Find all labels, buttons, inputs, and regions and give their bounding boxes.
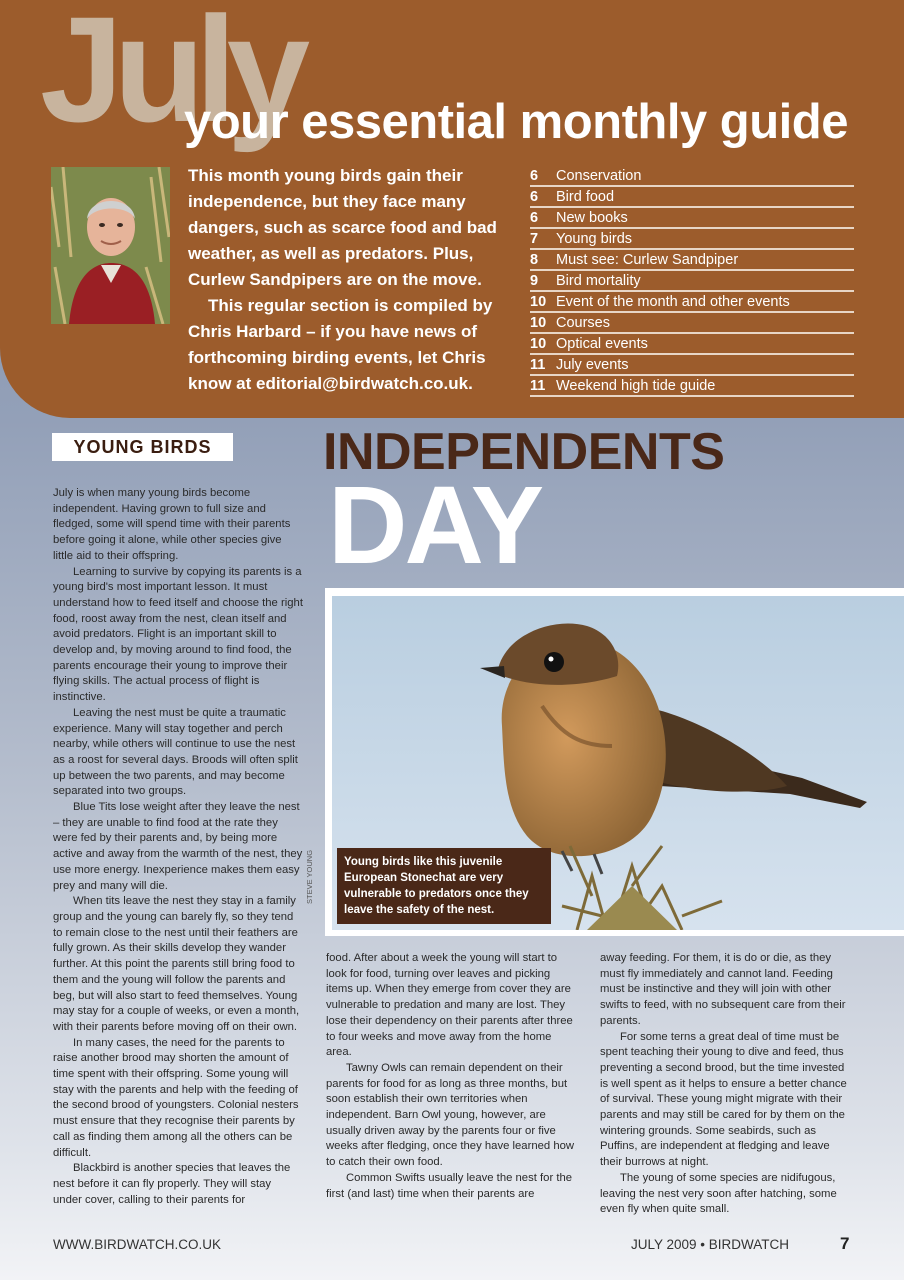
contents-page-number: 11 [530, 378, 546, 394]
contents-item [530, 313, 854, 334]
photo-caption: Young birds like this juvenile European Stonechat are very vulnerable to predators once they leave the safety of the nest. [337, 848, 551, 924]
photo-credit: STEVE YOUNG [305, 849, 314, 904]
month-title: July [40, 0, 301, 153]
contents-title: Weekend high tide guide [556, 378, 716, 394]
contents-item [530, 166, 854, 187]
compiler-portrait [51, 167, 170, 324]
section-tag: YOUNG BIRDS [52, 433, 233, 461]
intro-paragraph-1: This month young birds gain their independence, but they face many dangers, such as scarce food and bad weather, as well as predators. Plus, Curlew Sandpipers are on the move. [188, 166, 497, 289]
article-paragraph: Tawny Owls can remain dependent on their parents for food for as long as three months, but soon establish their own territories when independent. Barn Owl young, however, are usually driven away by the parents four or five weeks after fledging, once they have learned how to catch their own food. [326, 1061, 575, 1169]
contents-page-number: 10 [530, 294, 547, 310]
article-paragraph: Blackbird is another species that leaves the nest before it can fly properly. They will stay under cover, calling to their parents for [53, 1162, 291, 1206]
contents-page-number: 7 [530, 231, 539, 247]
headline-line-1: INDEPENDENTS [323, 423, 725, 481]
article-column-2 [326, 951, 578, 1219]
footer-issue: JULY 2009 • BIRDWATCH [631, 1237, 790, 1252]
contents-title: Young birds [556, 231, 633, 247]
contents-item [530, 250, 854, 271]
article-paragraph: In many cases, the need for the parents to raise another brood may shorten the amount of time spent with their offspring. Some young will stay with the parents and help with the feeding of the second brood of youngsters. Colonial nesters must ensure that they recognise their parents by call as finding them among all the others can be difficult. [53, 1036, 299, 1159]
contents-title: Must see: Curlew Sandpiper [556, 252, 739, 268]
contents-title: Courses [556, 315, 610, 331]
contents-item [530, 355, 854, 376]
article-paragraph: When tits leave the nest they stay in a family group and the young can barely fly, so they tend to remain close to the nest until their feathers are fully grown. As their skills develop they wander further. At this point the parents still bring food to them and the young will follow the parents and beg, but will also start to feed themselves. Young may stay for a couple of weeks, or even a month, with their parents before moving off on their own. [53, 895, 300, 1033]
footer-url[interactable]: WWW.BIRDWATCH.CO.UK [53, 1237, 221, 1252]
article-paragraph: Common Swifts usually leave the nest for the first (and last) time when their parents are [326, 1171, 573, 1200]
article-column-1 [53, 486, 303, 1218]
contents-page-number: 6 [530, 168, 539, 184]
intro-paragraph-2: This regular section is compiled by Chris Harbard – if you have news of forthcoming birding events, let Chris know at editorial@birdwatch.co.uk. [188, 296, 493, 393]
page-number: 7 [840, 1234, 850, 1253]
intro-text [188, 163, 518, 397]
portrait-image [51, 167, 170, 324]
article-column-3 [600, 951, 852, 1219]
contents-item [530, 376, 854, 397]
article-paragraph: Blue Tits lose weight after they leave the nest – they are unable to find food at the rate they were fed by their parents and, by being more active and away from the warmth of the nest, they use more energy. Inexperience makes them easy prey and many will die. [53, 801, 303, 892]
contents-page-number: 11 [530, 357, 546, 373]
contents-page-number: 10 [530, 315, 547, 331]
article-paragraph: food. After about a week the young will start to look for food, turning over leaves and picking items up. When they emerge from cover they are vulnerable to predation and many are lost. They lose their dependency on their parents after three to four weeks and move away from the home area. [326, 952, 573, 1059]
contents-item [530, 229, 854, 250]
contents-item [530, 292, 854, 313]
contents-page-number: 10 [530, 336, 547, 352]
article-paragraph: away feeding. For them, it is do or die, as they must fly immediately and cannot land. Feeding must be instinctive and they will join with other swifts to feed, with no subsequent care from their parents. [600, 952, 846, 1027]
contents-page-number: 8 [530, 252, 539, 268]
article-paragraph: Learning to survive by copying its parents is a young bird's most important lesson. It must understand how to feed itself and choose the right food, roost away from the nest, clean itself and avoid predators. Flight is an important skill to develop and, by moving around to find food, the parents encourage their young to improve their flying skills. The actual process of flight is instinctive. [53, 565, 303, 704]
header-banner [0, 0, 904, 418]
guide-subtitle: your essential monthly guide [184, 95, 848, 149]
article-paragraph: Leaving the nest must be quite a traumatic experience. Many will stay together and perch nearby, while others will continue to use the nest as a roost for several days. Broods will often split up between the two parents, and may become separated into two groups. [53, 706, 298, 798]
contents-title: Event of the month and other events [556, 294, 790, 310]
contents-title: Bird food [556, 189, 615, 205]
article-paragraph: For some terns a great deal of time must be spent teaching their young to dive and feed, thus preventing a second brood, but the time invested is well spent as it helps to ensure a better chance of survival. These young might migrate with their parents and may still be cared for by them on the wintering grounds. Some seabirds, such as Puffins, are independent at fledging and leave their burrows at night. [600, 1030, 847, 1169]
contents-page-number: 9 [530, 273, 539, 289]
contents-title: Optical events [556, 336, 648, 352]
article-paragraph: The young of some species are nidifugous, leaving the nest very soon after hatching, some even fly when quite small. [600, 1171, 837, 1216]
contents-list [530, 166, 854, 397]
contents-item [530, 187, 854, 208]
headline-line-2: DAY [328, 464, 542, 587]
contents-title: Bird mortality [556, 273, 641, 289]
contents-title: July events [556, 357, 629, 373]
contents-item [530, 334, 854, 355]
article-paragraph: July is when many young birds become independent. Having grown to full size and fledged, some will spend time with their parents before going it alone, while other species give little aid to their offspring. [53, 487, 291, 562]
contents-title: New books [556, 210, 628, 226]
contents-title: Conservation [556, 168, 642, 184]
contents-item [530, 271, 854, 292]
contents-page-number: 6 [530, 189, 539, 205]
contents-page-number: 6 [530, 210, 539, 226]
contents-item [530, 208, 854, 229]
